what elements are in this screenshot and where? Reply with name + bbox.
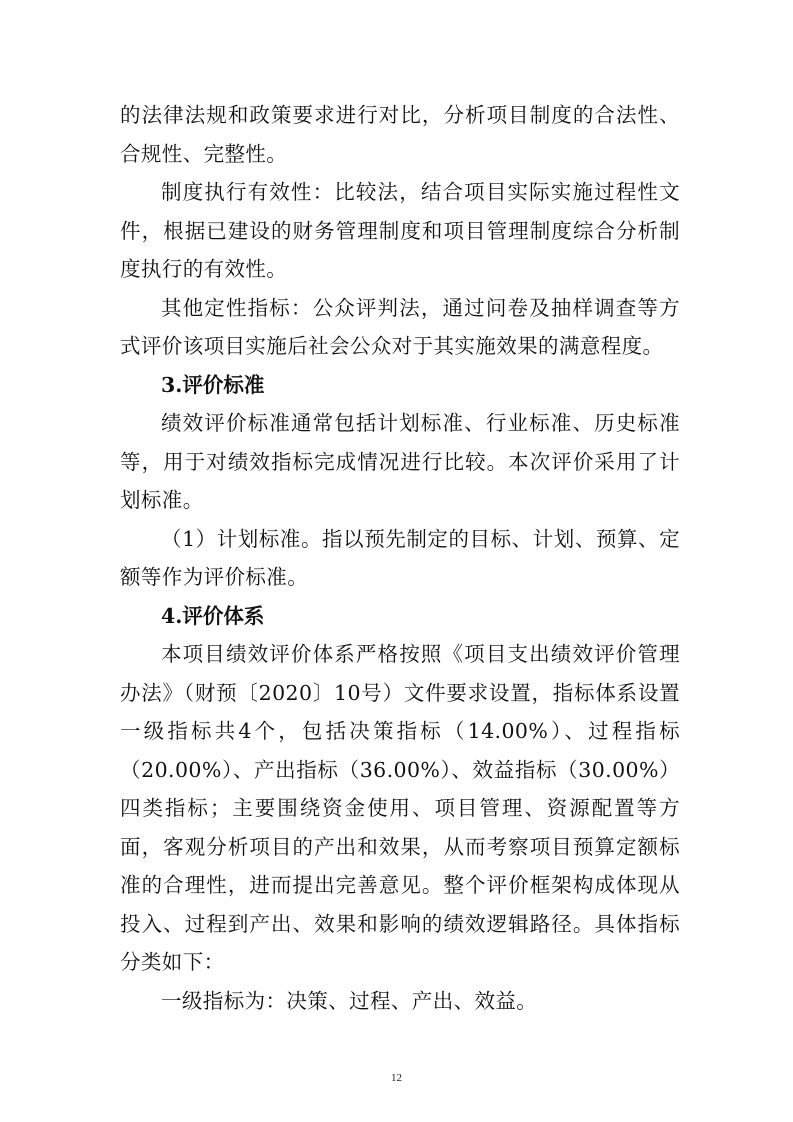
paragraph-standard-description: 绩效评价标准通常包括计划标准、行业标准、历史标准等，用于对绩效指标完成情况进行比较。本次评价采用了计划标准。 [120,411,680,512]
paragraph-first-level-indicators: 一级指标为：决策、过程、产出、效益。 [161,988,538,1013]
paragraph-other-qualitative: 其他定性指标：公众评判法，通过问卷及抽样调查等方式评价该项目实施后社会公众对于其实施效果的满意程度。 [120,295,680,358]
page-number: 12 [391,1072,402,1084]
section-heading-evaluation-system: 4.评价体系 [161,603,265,628]
paragraph-execution-effectiveness: 制度执行有效性：比较法，结合项目实际实施过程性文件，根据已建设的财务管理制度和项目管理制度综合分析制度执行的有效性。 [120,180,680,281]
paragraph-system-description: 本项目绩效评价体系严格按照《项目支出绩效评价管理办法》（财预〔2020〕10号）文件要求设置，指标体系设置一级指标共4个，包括决策指标（14.00%）、过程指标（20.00%）、产出指标（36.00%）、效益指标（30.00%）四类指标；主要围绕资金使用、项目管理、资源配置等方面，客观分析项目的产出和效果，从而考察项目预算定额标准的合理性，进而提出完善意见。整个评价框架构成体现从投入、过程到产出、效果和影响的绩效逻辑路径。具体指标分类如下： [120,642,680,974]
document-body [120,96,680,1020]
section-heading-evaluation-standard: 3.评价标准 [161,372,265,397]
paragraph-legal-compliance: 的法律法规和政策要求进行对比，分析项目制度的合法性、合规性、完整性。 [120,103,680,166]
paragraph-plan-standard: （1）计划标准。指以预先制定的目标、计划、预算、定额等作为评价标准。 [120,526,680,589]
